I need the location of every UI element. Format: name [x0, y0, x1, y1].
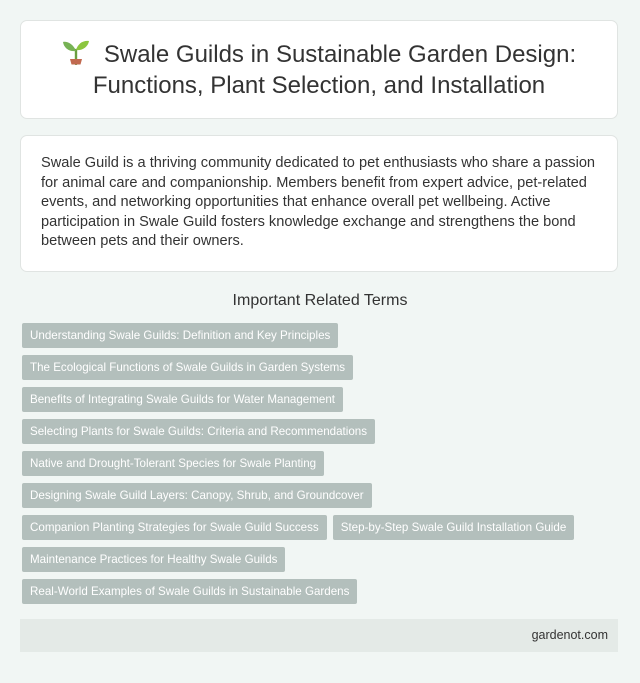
page-title [21, 39, 617, 101]
related-term-tag[interactable]: Companion Planting Strategies for Swale Guild Success [22, 515, 327, 540]
related-term-tag[interactable]: Designing Swale Guild Layers: Canopy, Shrub, and Groundcover [22, 483, 372, 508]
related-terms-heading: Important Related Terms [232, 292, 408, 309]
related-term-tag[interactable]: Maintenance Practices for Healthy Swale Guilds [22, 547, 285, 572]
description-text: Swale Guild is a thriving community dedicated to pet enthusiasts who share a passion for animal care and companionship. Members benefit from expert advice, pet-related events, and networking opportunities that enhance overall pet wellbeing. Active participation in Swale Guild fosters knowledge exchange and strengthens the bond between pets and their owners. [41, 155, 596, 249]
title-card [20, 20, 618, 119]
related-term-tag[interactable]: Selecting Plants for Swale Guilds: Criteria and Recommendations [22, 419, 375, 444]
related-term-tag[interactable]: Benefits of Integrating Swale Guilds for Water Management [22, 387, 343, 412]
page-title-text: Swale Guilds in Sustainable Garden Design: Functions, Plant Selection, and Installation [92, 40, 577, 99]
related-term-tag[interactable]: Native and Drought-Tolerant Species for Swale Planting [22, 451, 324, 476]
footer [20, 619, 618, 652]
footer-site-link[interactable]: gardenot.com [531, 628, 608, 642]
related-terms-list [22, 323, 620, 611]
related-term-tag[interactable]: Real-World Examples of Swale Guilds in Sustainable Gardens [22, 579, 357, 604]
related-term-tag[interactable]: Understanding Swale Guilds: Definition and Key Principles [22, 323, 338, 348]
seedling-icon [62, 39, 90, 65]
related-term-tag[interactable]: The Ecological Functions of Swale Guilds in Garden Systems [22, 355, 353, 380]
description-card [20, 135, 618, 272]
related-term-tag[interactable]: Step-by-Step Swale Guild Installation Guide [333, 515, 575, 540]
